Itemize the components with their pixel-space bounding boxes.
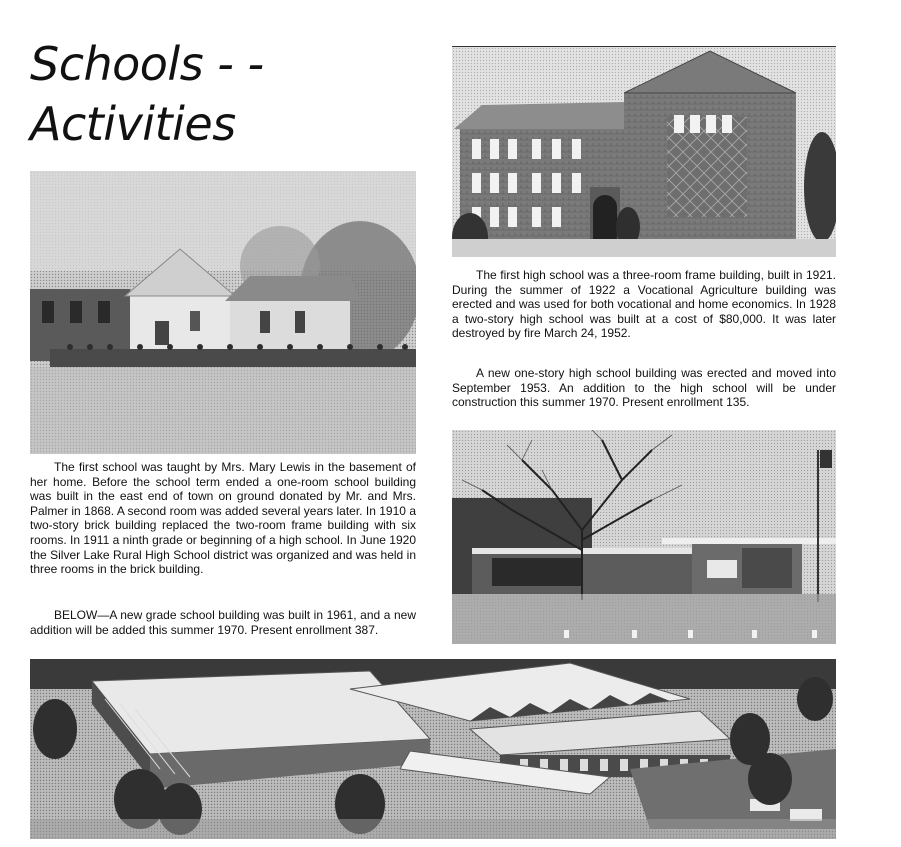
brick-high-school-photo [452, 46, 836, 257]
first-school-text: The first school was taught by Mrs. Mary Lewis in the basement of her home. Before the school term ended a one-room school building was built in the east end of town on ground donated by Mr. and Mrs. Palmer in 1868. A second room was added several years later. In 1910 a two-story brick building replaced the two-room frame building with six rooms. In 1911 a ninth grade or beginning of a high school. In June 1920 the Silver Lake Rural High School district was organized and was held in three rooms in the brick building. [30, 460, 416, 577]
first-school-paragraph [30, 460, 416, 577]
new-high-school-paragraph [452, 366, 836, 410]
title-line-2: Activities [30, 97, 236, 151]
page-title [30, 34, 264, 154]
new-high-school-text: A new one-story high school building was erected and moved into September 1953. An addition to the high school will be under construction this summer 1970. Present enrollment 135. [452, 366, 836, 410]
grade-school-paragraph [30, 608, 416, 637]
grade-school-rendering [30, 659, 836, 839]
modern-high-school-photo [452, 430, 836, 644]
old-school-photo [30, 171, 416, 454]
grade-school-text: BELOW—A new grade school building was built in 1961, and a new addition will be added this summer 1970. Present enrollment 387. [30, 608, 416, 637]
high-school-history-text: The first high school was a three-room frame building, built in 1921. During the summer of 1922 a Vocational Agriculture building was erected and was used for both vocational and home economics. In 1928 a two-story high school was built at a cost of $80,000. It was later destroyed by fire March 24, 1952. [452, 268, 836, 341]
title-line-1: Schools - - [30, 37, 264, 91]
high-school-history-paragraph [452, 268, 836, 341]
